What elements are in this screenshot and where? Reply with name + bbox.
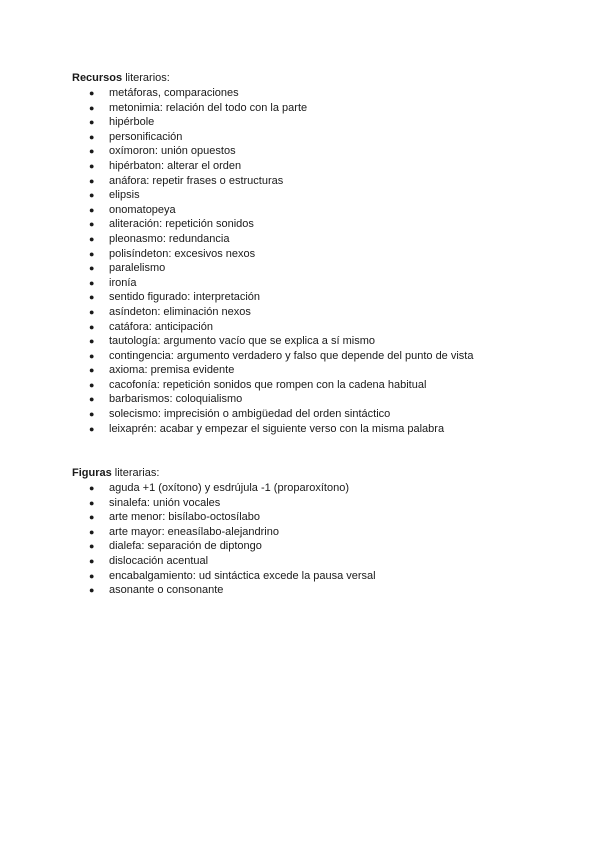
list-item [72, 378, 572, 393]
bullet-icon: ● [89, 146, 95, 157]
list-item [72, 130, 572, 145]
list-item-text: anáfora: repetir frases o estructuras [109, 174, 284, 187]
list-item-text: hipérbaton: alterar el orden [109, 159, 242, 172]
bullet-icon: ● [89, 570, 95, 581]
list-item [72, 115, 572, 130]
list-item-text: asíndeton: eliminación nexos [109, 305, 251, 318]
figuras-list [72, 481, 572, 598]
bullet-icon: ● [89, 219, 95, 230]
bullet-icon: ● [89, 336, 95, 347]
list-item [72, 422, 572, 437]
list-item-text: polisíndeton: excesivos nexos [109, 247, 256, 260]
list-item [72, 101, 572, 116]
list-item [72, 496, 572, 511]
bullet-icon: ● [89, 350, 95, 361]
bullet-icon: ● [89, 321, 95, 332]
list-item [72, 554, 572, 569]
bullet-icon: ● [89, 379, 95, 390]
bullet-icon: ● [89, 102, 95, 113]
heading-bold: Figuras [72, 467, 112, 479]
bullet-icon: ● [89, 555, 95, 566]
list-item-text: dislocación acentual [109, 554, 209, 567]
bullet-icon: ● [89, 585, 95, 596]
list-item [72, 510, 572, 525]
bullet-icon: ● [89, 190, 95, 201]
list-item [72, 407, 572, 422]
list-item [72, 290, 572, 305]
list-item-text: elipsis [109, 189, 140, 202]
list-item [72, 276, 572, 291]
bullet-icon: ● [89, 160, 95, 171]
recursos-list [72, 86, 572, 436]
list-item-text: barbarismos: coloquialismo [109, 393, 243, 406]
list-item-text: cacofonía: repetición sonidos que rompen con la cadena habitual [109, 378, 427, 391]
list-item-text: hipérbole [109, 116, 155, 129]
bullet-icon: ● [89, 131, 95, 142]
list-item [72, 392, 572, 407]
bullet-icon: ● [89, 263, 95, 274]
bullet-icon: ● [89, 204, 95, 215]
list-item-text: metonimia: relación del todo con la parte [109, 101, 308, 114]
list-item [72, 334, 572, 349]
list-item [72, 525, 572, 540]
list-item-text: arte menor: bisílabo-octosílabo [109, 511, 261, 524]
list-item-text: sinalefa: unión vocales [109, 496, 221, 509]
list-item-text: tautología: argumento vacío que se explica a sí mismo [109, 335, 375, 348]
list-item [72, 583, 572, 598]
list-item-text: pleonasmo: redundancia [109, 232, 230, 245]
bullet-icon: ● [89, 233, 95, 244]
bullet-icon: ● [89, 175, 95, 186]
list-item-text: paralelismo [109, 262, 166, 275]
section-heading [72, 466, 572, 481]
bullet-icon: ● [89, 394, 95, 405]
list-item [72, 144, 572, 159]
bullet-icon: ● [89, 365, 95, 376]
bullet-icon: ● [89, 497, 95, 508]
bullet-icon: ● [89, 248, 95, 259]
bullet-icon: ● [89, 88, 95, 98]
list-item [72, 188, 572, 203]
list-item [72, 349, 572, 364]
heading-bold: Recursos [72, 72, 123, 84]
list-item-text: onomatopeya [109, 203, 176, 216]
list-item [72, 305, 572, 320]
list-item [72, 320, 572, 335]
list-item-text: axioma: premisa evidente [109, 364, 235, 377]
bullet-icon: ● [89, 306, 95, 317]
bullet-icon: ● [89, 483, 95, 493]
section-recursos-literarios [72, 71, 572, 436]
list-item-text: aguda +1 (oxítono) y esdrújula -1 (proparoxítono) [109, 482, 350, 494]
list-item-text: metáforas, comparaciones [109, 87, 239, 99]
list-item [72, 363, 572, 378]
bullet-icon: ● [89, 277, 95, 288]
list-item [72, 217, 572, 232]
list-item [72, 232, 572, 247]
list-item-text: solecismo: imprecisión o ambigüedad del orden sintáctico [109, 408, 391, 421]
list-item-text: encabalgamiento: ud sintáctica excede la pausa versal [109, 569, 376, 582]
heading-rest: literarias: [111, 467, 160, 479]
section-heading [72, 71, 572, 86]
list-item-text: arte mayor: eneasílabo-alejandrino [109, 525, 279, 538]
list-item-text: asonante o consonante [109, 584, 224, 597]
list-item-text: catáfora: anticipación [109, 320, 213, 333]
bullet-icon: ● [89, 512, 95, 523]
bullet-icon: ● [89, 292, 95, 303]
list-item-text: dialefa: separación de diptongo [109, 540, 262, 553]
list-item-text: oxímoron: unión opuestos [109, 145, 236, 158]
list-item [72, 203, 572, 218]
list-item-text: personificación [109, 130, 183, 143]
list-item [72, 261, 572, 276]
list-item [72, 539, 572, 554]
bullet-icon: ● [89, 423, 95, 434]
list-item-text: contingencia: argumento verdadero y falso que depende del punto de vista [109, 349, 474, 362]
list-item [72, 86, 572, 101]
bullet-icon: ● [89, 541, 95, 552]
section-figuras-literarias [72, 466, 572, 598]
list-item [72, 159, 572, 174]
list-item [72, 569, 572, 584]
bullet-icon: ● [89, 117, 95, 128]
list-item-text: aliteración: repetición sonidos [109, 218, 254, 231]
list-item [72, 247, 572, 262]
bullet-icon: ● [89, 409, 95, 420]
list-item [72, 174, 572, 189]
list-item [72, 481, 572, 496]
bullet-icon: ● [89, 526, 95, 537]
list-item-text: ironía [109, 276, 137, 289]
list-item-text: sentido figurado: interpretación [109, 291, 261, 304]
list-item-text: leixaprén: acabar y empezar el siguiente verso con la misma palabra [109, 422, 445, 435]
heading-rest: literarios: [122, 72, 170, 84]
